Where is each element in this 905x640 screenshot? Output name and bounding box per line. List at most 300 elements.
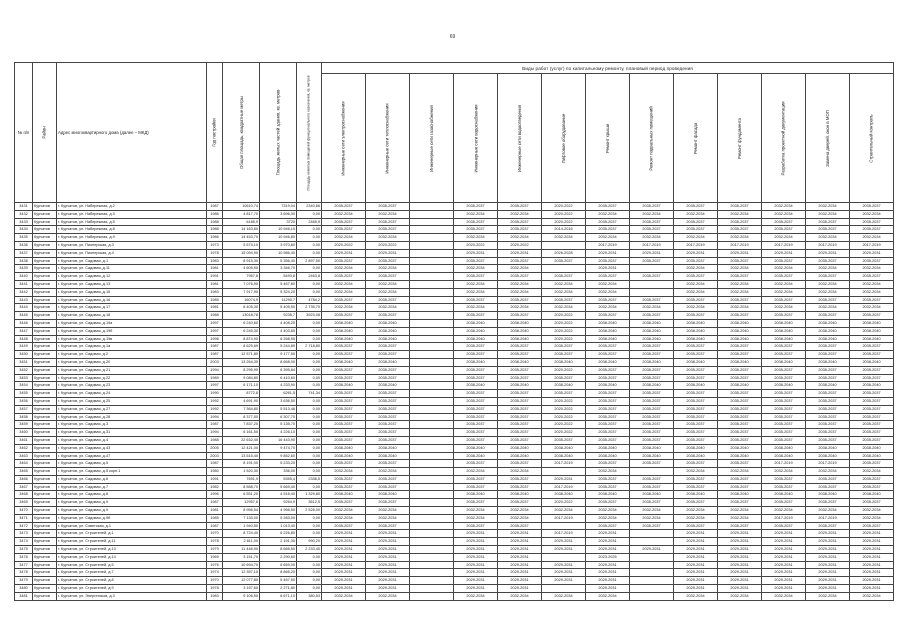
cell-work-period: 2029-2031 (806, 553, 850, 561)
cell-work-period: 2032-2034 (674, 234, 718, 242)
cell-address: г. Курчатов, ул. Садовая, д.5 корп.1 (57, 468, 207, 476)
cell-work-period: 2035-2037 (674, 343, 718, 351)
cell-work-period: 2017-2019 (718, 241, 762, 249)
cell-year: 1981 (207, 280, 223, 288)
cell-area-total: 8 956,54 (223, 507, 260, 515)
cell-address: г. Курчатов, ул. Садовая, д.19в (57, 335, 207, 343)
cell-address: г. Курчатов, ул. Набережная, д.9 (57, 234, 207, 242)
cell-work-period: 2032-2034 (762, 234, 806, 242)
cell-work-period: 2035-2037 (322, 273, 366, 281)
cell-work-period: 2035-2037 (586, 390, 630, 398)
cell-area-living: 9235,7 (260, 312, 297, 320)
cell-work-period: 2017-2019 (850, 241, 894, 249)
cell-area-nonresidential: 0,00 (297, 483, 322, 491)
cell-work-period: 2038-2040 (366, 444, 410, 452)
cell-work-period: 2029-2031 (806, 249, 850, 257)
cell-work-period: 2038-2040 (366, 358, 410, 366)
cell-area-living: 5 669,40 (260, 483, 297, 491)
cell-work-period: 2035-2037 (454, 413, 498, 421)
cell-work-period: 2035-2037 (586, 296, 630, 304)
cell-area-nonresidential: 0,00 (297, 265, 322, 273)
cell-work-period: 2032-2034 (850, 468, 894, 476)
cell-work-period: 2029-2031 (542, 577, 586, 585)
cell-work-period: 2038-2040 (630, 382, 674, 390)
cell-area-living: 10 986,40 (260, 249, 297, 257)
cell-work-period: 2029-2031 (498, 569, 542, 577)
cell-year: 1991 (207, 475, 223, 483)
cell-work-period: 2035-2037 (454, 475, 498, 483)
cell-work-period: 2038-2040 (674, 452, 718, 460)
cell-area-living: 2 271,80 (260, 585, 297, 593)
cell-work-period: 2035-2037 (454, 483, 498, 491)
cell-area-total: 10 694,70 (223, 561, 260, 569)
cell-work-period: 2029-2031 (806, 577, 850, 585)
cell-work-period: 2035-2037 (718, 226, 762, 234)
cell-work-period (410, 241, 454, 249)
cell-rayon: Курчатов (33, 405, 57, 413)
cell-work-period: 2035-2037 (674, 226, 718, 234)
cell-number: 3456 (15, 397, 33, 405)
cell-work-period: 2035-2037 (366, 296, 410, 304)
header-area-living: Площадь жилых частей здания, кв. метров (260, 63, 297, 203)
cell-address: г. Курчатов, ул. Садовая, д.47 (57, 452, 207, 460)
cell-work-period: 2035-2037 (498, 522, 542, 530)
cell-area-living: 6 268,90 (260, 335, 297, 343)
cell-work-period: 2032-2034 (498, 304, 542, 312)
cell-work-period: 2035-2037 (454, 499, 498, 507)
header-area-nonresidential: Площадь нежилых помещений функционального назначения, кв. метров (297, 63, 322, 203)
cell-work-period: 2029-2031 (366, 569, 410, 577)
cell-work-period: 2029-2031 (586, 569, 630, 577)
cell-work-period: 2032-2034 (718, 280, 762, 288)
cell-year: 1978 (207, 249, 223, 257)
cell-work-period: 2035-2037 (454, 421, 498, 429)
cell-rayon: Курчатов (33, 413, 57, 421)
cell-work-period: 2035-2037 (498, 421, 542, 429)
cell-work-period: 2038-2040 (630, 452, 674, 460)
cell-address: г. Курчатов, ул. Садовая, д.18 (57, 312, 207, 320)
cell-work-period: 2038-2040 (586, 444, 630, 452)
cell-work-period: 2038-2040 (498, 444, 542, 452)
cell-address: г. Курчатов, ул. Строителей, д.8 (57, 577, 207, 585)
cell-work-period: 2029-2031 (498, 538, 542, 546)
cell-work-period: 2032-2034 (806, 265, 850, 273)
cell-work-period: 2035-2037 (366, 413, 410, 421)
cell-work-period: 2035-2037 (586, 499, 630, 507)
cell-work-period: 2029-2031 (718, 538, 762, 546)
cell-work-period (410, 234, 454, 242)
cell-year: 1969 (207, 553, 223, 561)
cell-work-period: 2032-2034 (762, 592, 806, 600)
cell-address: г. Курчатов, ул. Строителей, д.9 (57, 585, 207, 593)
table-row (15, 405, 894, 413)
cell-area-total: 13018,78 (223, 312, 260, 320)
cell-work-period: 2035-2037 (630, 203, 674, 211)
cell-rayon: Курчатов (33, 390, 57, 398)
cell-address: г. Курчатов, ул. Садовая, д.12 (57, 273, 207, 281)
cell-work-period: 2035-2037 (366, 397, 410, 405)
cell-work-period: 2035-2037 (806, 397, 850, 405)
cell-number: 3444 (15, 304, 33, 312)
cell-work-period: 2029-2031 (762, 577, 806, 585)
cell-work-period: 2035-2037 (850, 343, 894, 351)
header-address: Адрес многоквартирного дома (далее – МКД) (57, 63, 207, 203)
header-work-type: Ремонт фасада (674, 74, 718, 203)
cell-work-period: 2017-2019 (806, 241, 850, 249)
cell-work-period (410, 452, 454, 460)
cell-area-nonresidential: 0,00 (297, 366, 322, 374)
cell-work-period: 2035-2037 (762, 374, 806, 382)
cell-work-period: 2017-2019 (806, 514, 850, 522)
table-row (15, 561, 894, 569)
cell-year: 1982 (207, 483, 223, 491)
cell-work-period (410, 569, 454, 577)
cell-work-period: 2029-2031 (850, 569, 894, 577)
cell-work-period: 2035-2037 (366, 366, 410, 374)
cell-work-period: 2032-2034 (850, 514, 894, 522)
cell-work-period: 2035-2037 (498, 475, 542, 483)
cell-work-period: 2029-2031 (850, 553, 894, 561)
cell-work-period: 2035-2037 (806, 312, 850, 320)
cell-work-period: 2035-2037 (674, 390, 718, 398)
cell-work-period: 2035-2037 (322, 366, 366, 374)
table-row (15, 452, 894, 460)
cell-rayon: Курчатов (33, 569, 57, 577)
cell-work-period: 2038-2040 (762, 335, 806, 343)
cell-work-period: 2035-2037 (586, 218, 630, 226)
cell-year: 1992 (207, 405, 223, 413)
cell-rayon: Курчатов (33, 429, 57, 437)
cell-work-period (630, 561, 674, 569)
cell-work-period: 2035-2037 (850, 475, 894, 483)
cell-work-period (630, 530, 674, 538)
table-row (15, 397, 894, 405)
cell-work-period: 2035-2037 (762, 475, 806, 483)
cell-area-living: 3720 (260, 218, 297, 226)
cell-work-period: 2032-2034 (454, 468, 498, 476)
cell-address: г. Курчатов, ул. Строителей, д.7 (57, 569, 207, 577)
cell-area-total: 9 106,50 (223, 592, 260, 600)
cell-area-total: 8 377,50 (223, 413, 260, 421)
cell-work-period: 2035-2037 (850, 499, 894, 507)
cell-work-period: 2032-2034 (718, 234, 762, 242)
cell-address: г. Курчатов, ул. Садовая, д.28 (57, 413, 207, 421)
cell-work-period: 2029-2031 (674, 538, 718, 546)
cell-work-period: 2035-2037 (454, 296, 498, 304)
cell-work-period: 2035-2037 (718, 343, 762, 351)
cell-rayon: Курчатов (33, 234, 57, 242)
cell-work-period: 2032-2034 (498, 210, 542, 218)
cell-work-period: 2035-2037 (322, 343, 366, 351)
cell-work-period: 2020-2022 (542, 210, 586, 218)
cell-work-period: 2035-2037 (718, 421, 762, 429)
cell-work-period: 2029-2031 (806, 569, 850, 577)
cell-work-period (630, 592, 674, 600)
cell-rayon: Курчатов (33, 421, 57, 429)
cell-area-nonresidential: 0,00 (297, 514, 322, 522)
cell-work-period (410, 312, 454, 320)
cell-work-period: 2035-2037 (806, 421, 850, 429)
cell-address: г. Курчатов, ул. Строителей, д.13 (57, 546, 207, 554)
cell-area-living: 8 668,00 (260, 358, 297, 366)
cell-work-period: 2032-2034 (850, 507, 894, 515)
cell-work-period: 2035-2037 (806, 429, 850, 437)
cell-area-nonresidential: 0,00 (297, 585, 322, 593)
cell-area-living: 11290,7 (260, 296, 297, 304)
cell-work-period: 2035-2037 (498, 390, 542, 398)
cell-work-period: 2035-2037 (322, 312, 366, 320)
cell-number: 3440 (15, 273, 33, 281)
cell-work-period: 2035-2037 (674, 429, 718, 437)
cell-work-period: 2032-2034 (366, 280, 410, 288)
cell-work-period: 2029-2031 (498, 546, 542, 554)
cell-area-total: 10610,74 (223, 203, 260, 211)
cell-work-period: 2035-2037 (630, 436, 674, 444)
cell-rayon: Курчатов (33, 460, 57, 468)
cell-address: г. Курчатов, ул. Набережная, д.2 (57, 203, 207, 211)
cell-work-period: 2032-2034 (542, 288, 586, 296)
cell-year: 2003 (207, 358, 223, 366)
cell-work-period: 2032-2034 (806, 592, 850, 600)
cell-work-period: 2032-2034 (630, 210, 674, 218)
cell-number: 3449 (15, 343, 33, 351)
cell-work-period: 2035-2037 (718, 273, 762, 281)
cell-work-period: 2032-2034 (762, 507, 806, 515)
table-row (15, 366, 894, 374)
cell-work-period: 2035-2037 (366, 351, 410, 359)
cell-address: г. Курчатов, ул. Садовая, д.1а (57, 343, 207, 351)
cell-work-period: 2020-2022 (542, 327, 586, 335)
cell-work-period: 2035-2037 (674, 397, 718, 405)
cell-work-period: 2032-2034 (762, 203, 806, 211)
cell-work-period: 2029-2031 (322, 538, 366, 546)
cell-work-period: 2038-2040 (454, 327, 498, 335)
cell-work-period: 2035-2037 (498, 460, 542, 468)
cell-work-period: 2038-2040 (366, 335, 410, 343)
cell-number: 3431 (15, 203, 33, 211)
cell-area-nonresidential: 0,00 (297, 335, 322, 343)
cell-year: 1985 (207, 296, 223, 304)
cell-work-period (410, 319, 454, 327)
cell-year: 1983 (207, 288, 223, 296)
cell-number: 3477 (15, 561, 33, 569)
cell-area-nonresidential: 0,00 (297, 234, 322, 242)
cell-number: 3467 (15, 483, 33, 491)
cell-work-period: 2035-2037 (850, 273, 894, 281)
cell-number: 3454 (15, 382, 33, 390)
cell-work-period: 2035-2037 (850, 522, 894, 530)
cell-area-living: 5 244,89 (260, 343, 297, 351)
cell-work-period: 2029-2031 (674, 585, 718, 593)
cell-work-period: 2029-2031 (674, 249, 718, 257)
header-work-type: Инженерные сети водоотведения (498, 74, 542, 203)
cell-work-period: 2035-2037 (762, 218, 806, 226)
cell-work-period: 2029-2031 (366, 546, 410, 554)
cell-area-living: 4 408,20 (260, 319, 297, 327)
cell-area-total: 8 724,40 (223, 530, 260, 538)
cell-area-living: 4 403,80 (260, 327, 297, 335)
cell-area-living: 6 410,60 (260, 374, 297, 382)
cell-work-period: 2029-2031 (762, 249, 806, 257)
cell-work-period (410, 288, 454, 296)
cell-work-period: 2029-2031 (674, 530, 718, 538)
cell-work-period: 2035-2037 (542, 257, 586, 265)
cell-work-period: 2038-2040 (806, 444, 850, 452)
cell-area-nonresidential: 1 329,80 (297, 491, 322, 499)
cell-area-living: 10 946,10 (260, 226, 297, 234)
table-row (15, 257, 894, 265)
cell-work-period (410, 265, 454, 273)
cell-year: 1979 (207, 546, 223, 554)
cell-area-living: 2 290,60 (260, 553, 297, 561)
cell-address: г. Курчатов, ул. Садовая, д.9 (57, 507, 207, 515)
cell-rayon: Курчатов (33, 397, 57, 405)
cell-work-period: 2032-2034 (674, 592, 718, 600)
cell-work-period: 2032-2034 (454, 210, 498, 218)
cell-rayon: Курчатов (33, 358, 57, 366)
cell-work-period: 2038-2040 (322, 358, 366, 366)
cell-work-period: 2032-2034 (322, 514, 366, 522)
cell-work-period: 2035-2037 (674, 273, 718, 281)
cell-work-period: 2029-2031 (674, 577, 718, 585)
cell-work-period: 2032-2034 (586, 507, 630, 515)
cell-work-period: 2035-2037 (762, 343, 806, 351)
cell-area-nonresidential: 3612,5 (297, 499, 322, 507)
cell-number: 3480 (15, 585, 33, 593)
cell-work-period: 2029-2031 (718, 530, 762, 538)
cell-year: 1992 (207, 397, 223, 405)
cell-address: г. Курчатов, ул. Садовая, д.22 (57, 374, 207, 382)
table-row (15, 327, 894, 335)
cell-area-nonresidential: 741,34 (297, 390, 322, 398)
cell-work-period: 2035-2037 (630, 522, 674, 530)
cell-work-period: 2038-2040 (806, 382, 850, 390)
cell-area-nonresidential: 0,00 (297, 327, 322, 335)
cell-rayon: Курчатов (33, 553, 57, 561)
table-row (15, 319, 894, 327)
cell-area-nonresidential: 0,00 (297, 226, 322, 234)
cell-area-total: 8 588,70 (223, 483, 260, 491)
cell-work-period: 2032-2034 (718, 592, 762, 600)
cell-area-nonresidential: 0,00 (297, 436, 322, 444)
cell-area-total: 6185,9 (223, 218, 260, 226)
cell-work-period: 2029-2031 (674, 561, 718, 569)
table-row (15, 288, 894, 296)
cell-work-period: 2035-2037 (674, 522, 718, 530)
cell-work-period (410, 577, 454, 585)
cell-work-period: 2032-2034 (586, 514, 630, 522)
cell-work-period (410, 257, 454, 265)
cell-work-period: 2035-2037 (542, 273, 586, 281)
cell-work-period: 2029-2031 (762, 569, 806, 577)
cell-number: 3451 (15, 358, 33, 366)
cell-area-living: 5 467,80 (260, 280, 297, 288)
cell-work-period: 2035-2037 (322, 421, 366, 429)
cell-work-period: 2035-2037 (366, 475, 410, 483)
cell-work-period: 2035-2037 (674, 312, 718, 320)
cell-work-period: 2038-2040 (322, 444, 366, 452)
cell-work-period: 2020-2022 (542, 499, 586, 507)
cell-area-total: 1 940,50 (223, 522, 260, 530)
cell-area-living: 5 324,20 (260, 288, 297, 296)
cell-rayon: Курчатов (33, 468, 57, 476)
cell-number: 3461 (15, 436, 33, 444)
cell-work-period: 2017-2019 (762, 241, 806, 249)
cell-work-period: 2029-2031 (498, 249, 542, 257)
cell-work-period (542, 468, 586, 476)
cell-area-nonresidential: 0,00 (297, 358, 322, 366)
cell-work-period: 2029-2031 (806, 585, 850, 593)
cell-rayon: Курчатов (33, 507, 57, 515)
cell-number: 3446 (15, 319, 33, 327)
cell-work-period: 2029-2031 (322, 553, 366, 561)
cell-work-period: 2032-2034 (454, 304, 498, 312)
cell-year: 1987 (207, 499, 223, 507)
cell-area-living: 6261,5 (260, 390, 297, 398)
cell-work-period: 2035-2037 (674, 374, 718, 382)
cell-work-period: 2035-2037 (806, 296, 850, 304)
cell-area-living: 5 513,46 (260, 405, 297, 413)
cell-rayon: Курчатов (33, 522, 57, 530)
cell-work-period: 2038-2040 (806, 335, 850, 343)
cell-work-period: 2029-2031 (586, 265, 630, 273)
cell-work-period: 2035-2037 (762, 312, 806, 320)
cell-work-period: 2035-2037 (630, 499, 674, 507)
cell-work-period (410, 483, 454, 491)
cell-work-period (410, 280, 454, 288)
cell-work-period: 2017-2019 (762, 460, 806, 468)
cell-work-period: 2035-2037 (586, 343, 630, 351)
cell-rayon: Курчатов (33, 382, 57, 390)
cell-work-period: 2035-2037 (366, 343, 410, 351)
cell-work-period (630, 577, 674, 585)
cell-work-period: 2038-2040 (322, 382, 366, 390)
cell-work-period: 2032-2034 (454, 265, 498, 273)
cell-work-period: 2035-2037 (366, 421, 410, 429)
cell-year: 1978 (207, 538, 223, 546)
cell-work-period: 2020-2022 (542, 429, 586, 437)
cell-work-period: 2032-2034 (498, 288, 542, 296)
cell-work-period: 2035-2037 (630, 273, 674, 281)
cell-work-period: 2029-2031 (718, 546, 762, 554)
table-row (15, 514, 894, 522)
cell-work-period (410, 522, 454, 530)
cell-work-period: 2032-2034 (322, 507, 366, 515)
cell-area-nonresidential: 0,00 (297, 553, 322, 561)
cell-address: г. Курчатов, ул. Садовая, д.1 (57, 257, 207, 265)
cell-work-period: 2035-2037 (322, 397, 366, 405)
cell-work-period: 2032-2034 (322, 288, 366, 296)
cell-work-period: 2032-2034 (586, 210, 630, 218)
table-row (15, 491, 894, 499)
cell-area-living: 7319,04 (260, 203, 297, 211)
cell-number: 3443 (15, 296, 33, 304)
cell-work-period: 2038-2040 (850, 327, 894, 335)
cell-work-period: 2035-2037 (498, 413, 542, 421)
cell-work-period: 2032-2034 (674, 288, 718, 296)
cell-work-period: 2032-2034 (366, 210, 410, 218)
cell-year: 1981 (207, 507, 223, 515)
table-row (15, 421, 894, 429)
cell-number: 3445 (15, 312, 33, 320)
table-row (15, 460, 894, 468)
cell-rayon: Курчатов (33, 296, 57, 304)
cell-work-period: 2035-2037 (322, 218, 366, 226)
cell-work-period: 2035-2037 (674, 413, 718, 421)
table-row (15, 241, 894, 249)
cell-work-period: 2035-2037 (806, 351, 850, 359)
cell-work-period: 2029-2031 (762, 561, 806, 569)
